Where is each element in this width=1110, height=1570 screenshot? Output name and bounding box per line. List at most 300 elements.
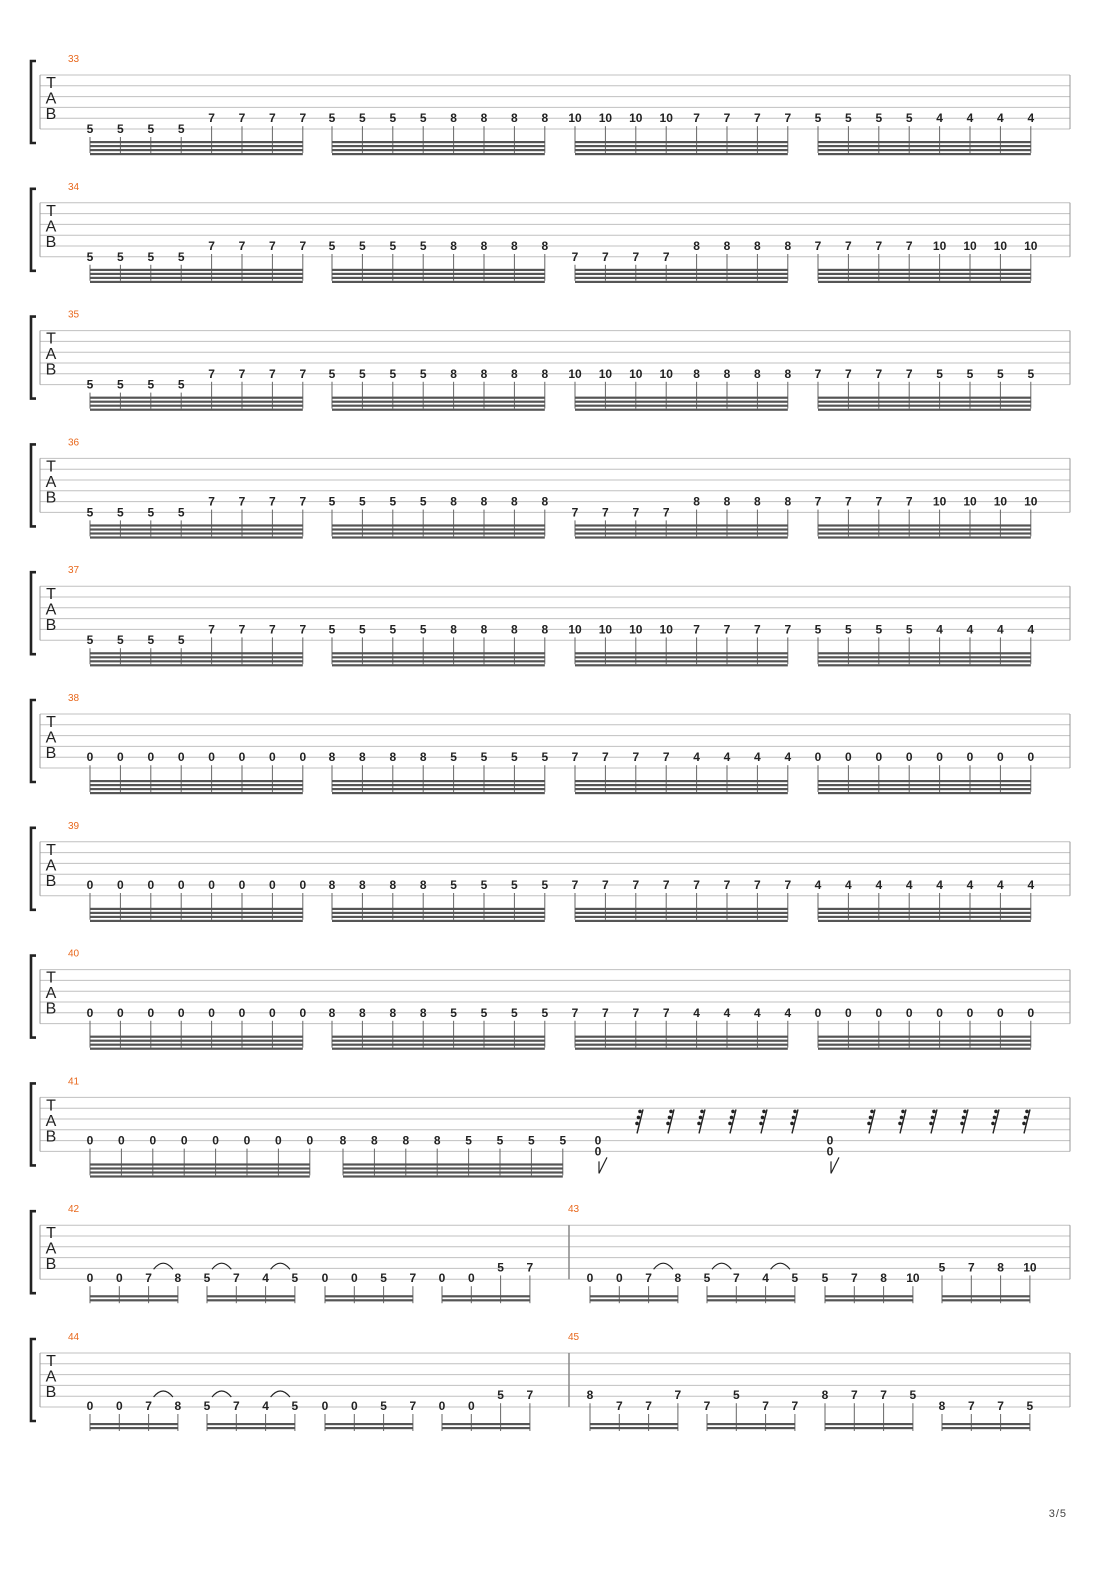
beam [818, 397, 1031, 399]
fret-number: 7 [632, 878, 640, 892]
beam [90, 397, 303, 399]
fret-number: 5 [541, 1005, 549, 1020]
fret-number: 7 [602, 878, 609, 892]
fret-number: 4 [997, 878, 1004, 892]
fret-number: 7 [409, 1271, 417, 1286]
beam [442, 1427, 530, 1429]
beam [818, 145, 1031, 147]
fret-number: 7 [645, 1399, 652, 1413]
fret-number: 0 [997, 1005, 1004, 1020]
beam [575, 141, 788, 143]
beam [818, 660, 1031, 662]
fret-number: 7 [880, 1388, 887, 1403]
system-bracket [31, 189, 36, 271]
rest-dot [962, 1116, 966, 1120]
fret-number: 5 [328, 366, 336, 381]
fret-number: 5 [328, 622, 336, 637]
rest-dot [793, 1110, 797, 1114]
beam [332, 145, 545, 147]
fret-number: 0 [875, 1005, 883, 1020]
fret-number: 7 [997, 1399, 1004, 1413]
beam [590, 1427, 678, 1429]
fret-number: 0 [1027, 750, 1035, 765]
beam [575, 145, 788, 147]
fret-number: 8 [419, 878, 427, 892]
fret-number: 5 [905, 111, 913, 126]
beam [942, 1295, 1030, 1297]
rest-dot [932, 1110, 936, 1114]
beam [332, 409, 545, 411]
fret-number: 10 [932, 239, 947, 253]
beam [442, 1423, 530, 1425]
beam [325, 1295, 413, 1297]
system-bracket [31, 700, 36, 782]
fret-number: 5 [511, 1005, 518, 1020]
beam [825, 1299, 913, 1301]
fret-number: 0 [966, 1005, 974, 1020]
beam [332, 141, 545, 143]
beam [332, 524, 545, 526]
beam [332, 1036, 545, 1038]
beam [818, 788, 1031, 790]
beam [818, 524, 1031, 526]
beam [207, 1295, 295, 1297]
fret-number: 10 [993, 494, 1008, 509]
beam [90, 153, 303, 155]
fret-number: 7 [845, 494, 852, 509]
fret-number: 7 [602, 750, 609, 765]
beam [90, 277, 303, 279]
beam [575, 912, 788, 914]
fret-number: 5 [86, 377, 94, 392]
beam [90, 1167, 310, 1169]
tab-clef-letter: A [45, 346, 57, 364]
beam [818, 528, 1031, 530]
fret-number: 10 [1024, 494, 1038, 509]
fret-number: 0 [321, 1399, 329, 1413]
fret-number: 5 [86, 249, 94, 264]
fret-number: 8 [821, 1388, 829, 1403]
fret-number: 5 [541, 878, 549, 892]
rest-dot [792, 1116, 796, 1120]
fret-number: 5 [419, 366, 427, 381]
rest-dot [790, 1122, 794, 1126]
beam [90, 1295, 178, 1297]
rest-dot [993, 1116, 997, 1120]
beam [575, 524, 788, 526]
beam [332, 281, 545, 283]
fret-number: 8 [450, 239, 457, 253]
fret-number: 5 [359, 494, 366, 509]
half-note-flag [599, 1157, 607, 1173]
fret-number: 7 [615, 1399, 623, 1413]
fret-number: 8 [511, 366, 518, 381]
fret-number: 8 [389, 878, 397, 892]
measure-number: 33 [68, 54, 80, 65]
fret-number: 7 [693, 878, 700, 892]
fret-number: 7 [299, 239, 307, 253]
fret-number: 7 [238, 366, 246, 381]
fret-number: 0 [86, 1133, 94, 1148]
fret-number: 4 [936, 111, 943, 126]
fret-number: 0 [238, 878, 246, 892]
tab-system [31, 693, 1070, 794]
fret-number: 5 [203, 1271, 211, 1286]
tab-clef-letter: T [46, 330, 56, 348]
rest-dot [699, 1116, 703, 1120]
beam [707, 1295, 795, 1297]
beam [90, 792, 303, 794]
beam [590, 1299, 678, 1301]
tab-clef-letter: A [45, 729, 57, 747]
fret-number: 0 [86, 1399, 94, 1413]
fret-number: 5 [814, 111, 822, 126]
rest-dot [960, 1122, 964, 1126]
fret-number: 8 [450, 622, 457, 637]
fret-number: 7 [269, 494, 276, 509]
tab-system [31, 1076, 1070, 1177]
measure-number: 35 [68, 309, 80, 321]
fret-number: 7 [850, 1271, 858, 1286]
fret-number: 8 [541, 111, 549, 126]
beam [818, 908, 1031, 910]
beam [442, 1295, 530, 1297]
fret-number: 7 [662, 505, 670, 520]
fret-number: 0 [826, 1144, 834, 1159]
fret-number: 8 [480, 239, 488, 253]
tab-clef-letter: B [45, 872, 57, 890]
tab-clef-letter: B [45, 1128, 57, 1146]
fret-number: 7 [875, 366, 883, 381]
fret-number: 5 [511, 878, 518, 892]
beam [90, 664, 303, 666]
fret-number: 0 [180, 1133, 188, 1148]
fret-number: 0 [147, 1005, 155, 1020]
rest-dot [901, 1110, 905, 1114]
fret-number: 10 [629, 111, 643, 126]
fret-number: 8 [723, 239, 731, 253]
fret-number: 7 [571, 505, 579, 520]
beam [90, 784, 303, 786]
fret-number: 5 [177, 633, 185, 648]
fret-number: 0 [350, 1399, 358, 1413]
fret-number: 8 [389, 1005, 397, 1020]
beam [332, 664, 545, 666]
fret-number: 10 [629, 622, 643, 637]
fret-number: 4 [905, 878, 913, 892]
beam [332, 920, 545, 922]
tab-clef-letter: B [45, 1384, 57, 1401]
fret-number: 5 [480, 750, 488, 765]
tab-clef-letter: A [45, 90, 57, 108]
fret-number: 5 [419, 622, 427, 637]
fret-number: 7 [602, 505, 609, 520]
fret-number: 7 [526, 1388, 534, 1403]
fret-number: 5 [147, 249, 155, 264]
beam [575, 1040, 788, 1042]
fret-number: 4 [936, 622, 943, 637]
rest-dot [869, 1116, 873, 1120]
tab-system [31, 949, 1070, 1050]
tab-clef-letter: A [45, 218, 57, 236]
fret-number: 5 [117, 633, 124, 648]
tab-system [31, 1204, 1070, 1303]
fret-number: 8 [450, 366, 457, 381]
fret-number: 0 [177, 750, 185, 765]
fret-number: 5 [359, 111, 366, 126]
fret-number: 5 [389, 111, 397, 126]
fret-number: 7 [208, 111, 215, 126]
fret-number: 7 [762, 1399, 769, 1413]
beam [332, 153, 545, 155]
beam [90, 660, 303, 662]
fret-number: 5 [875, 111, 883, 126]
measure-number: 37 [68, 565, 80, 577]
fret-number: 7 [703, 1399, 711, 1413]
fret-number: 8 [586, 1388, 594, 1403]
rest-dot [991, 1122, 995, 1126]
fret-number: 0 [212, 1133, 219, 1148]
rest-dot [762, 1110, 766, 1114]
fret-number: 0 [147, 878, 155, 892]
fret-number: 7 [754, 622, 761, 637]
fret-number: 7 [905, 494, 913, 509]
beam [332, 532, 545, 534]
beam [575, 792, 788, 794]
fret-number: 5 [328, 494, 336, 509]
beam [818, 269, 1031, 271]
fret-number: 7 [145, 1399, 152, 1413]
fret-number: 7 [754, 111, 761, 126]
fret-number: 0 [299, 878, 307, 892]
fret-number: 0 [905, 750, 913, 765]
beam [818, 141, 1031, 143]
beam [575, 920, 788, 922]
fret-number: 7 [723, 878, 731, 892]
tab-clef-letter: B [45, 1256, 57, 1274]
fret-number: 7 [232, 1399, 240, 1413]
beam [90, 145, 303, 147]
fret-number: 0 [1027, 1005, 1035, 1020]
fret-number: 4 [754, 1005, 761, 1020]
fret-number: 10 [568, 622, 582, 637]
fret-number: 5 [450, 750, 457, 765]
rest-dot [900, 1116, 904, 1120]
rest-dot [730, 1116, 734, 1120]
fret-number: 7 [967, 1399, 975, 1413]
beam [90, 1163, 310, 1165]
measure-number: 38 [68, 693, 80, 704]
beam [818, 277, 1031, 279]
fret-number: 0 [936, 1005, 943, 1020]
beam [90, 1423, 178, 1425]
fret-number: 0 [594, 1144, 602, 1159]
fret-number: 7 [238, 111, 246, 126]
measure-number: 39 [68, 820, 80, 832]
beam [575, 528, 788, 530]
beam [707, 1299, 795, 1301]
beam [90, 1427, 178, 1429]
fret-number: 0 [467, 1271, 475, 1286]
system-bracket [31, 1083, 36, 1165]
fret-number: 10 [568, 366, 582, 381]
fret-number: 8 [880, 1271, 887, 1286]
fret-number: 5 [905, 622, 913, 637]
fret-number: 7 [662, 750, 670, 765]
beam [575, 397, 788, 399]
fret-number: 8 [511, 622, 518, 637]
system-bracket [31, 317, 36, 399]
rest-dot [700, 1110, 704, 1114]
fret-number: 5 [909, 1388, 917, 1403]
beam [90, 908, 303, 910]
fret-number: 4 [754, 750, 761, 765]
beam [332, 656, 545, 658]
fret-number: 7 [299, 366, 307, 381]
fret-number: 0 [467, 1399, 475, 1413]
beam [90, 1040, 303, 1042]
fret-number: 7 [784, 111, 792, 126]
beam [90, 409, 303, 411]
beam [575, 788, 788, 790]
fret-number: 0 [149, 1133, 157, 1148]
fret-number: 7 [409, 1399, 417, 1413]
fret-number: 5 [480, 1005, 488, 1020]
fret-number: 8 [997, 1260, 1004, 1275]
fret-number: 7 [845, 366, 852, 381]
fret-number: 10 [963, 494, 977, 509]
beam [575, 1048, 788, 1050]
beam [332, 1040, 545, 1042]
measure-number: 42 [68, 1204, 80, 1216]
fret-number: 8 [402, 1133, 410, 1148]
rest-dot [867, 1122, 871, 1126]
beam [332, 788, 545, 790]
beam [707, 1427, 795, 1429]
beam [818, 532, 1031, 534]
beam [575, 664, 788, 666]
page-number: 3/5 [1048, 1508, 1067, 1520]
fret-number: 5 [203, 1399, 211, 1413]
fret-number: 0 [238, 750, 246, 765]
fret-number: 7 [967, 1260, 975, 1275]
beam [818, 153, 1031, 155]
fret-number: 5 [528, 1133, 535, 1148]
fret-number: 4 [1027, 622, 1035, 637]
beam [90, 1044, 303, 1046]
tab-clef-letter: A [45, 473, 57, 491]
tab-clef-letter: B [45, 745, 57, 762]
beam [575, 908, 788, 910]
fret-number: 8 [480, 622, 488, 637]
fret-number: 8 [433, 1133, 441, 1148]
beam [90, 920, 303, 922]
beam [90, 269, 303, 271]
rest-dot [994, 1110, 998, 1114]
fret-number: 4 [966, 878, 974, 892]
fret-number: 7 [269, 622, 276, 637]
fret-number: 8 [754, 366, 761, 381]
fret-number: 0 [147, 750, 155, 765]
fret-number: 7 [238, 239, 246, 253]
fret-number: 4 [262, 1399, 269, 1413]
fret-number: 8 [389, 750, 397, 765]
beam [942, 1427, 1030, 1429]
fret-number: 0 [208, 750, 215, 765]
fret-number: 8 [541, 494, 549, 509]
fret-number: 5 [1026, 1399, 1034, 1413]
beam [332, 405, 545, 407]
fret-number: 0 [997, 750, 1004, 765]
rest-dot [931, 1116, 935, 1120]
system-bracket [31, 1339, 36, 1421]
fret-number: 5 [389, 366, 397, 381]
fret-number: 0 [86, 1271, 94, 1286]
beam [818, 780, 1031, 782]
fret-number: 8 [419, 1005, 427, 1020]
beam [818, 784, 1031, 786]
beam [818, 792, 1031, 794]
beam [332, 780, 545, 782]
fret-number: 0 [177, 1005, 185, 1020]
fret-number: 4 [693, 750, 700, 765]
beam [818, 536, 1031, 538]
beam [825, 1295, 913, 1297]
beam [818, 1048, 1031, 1050]
fret-number: 5 [845, 111, 852, 126]
fret-number: 8 [450, 494, 457, 509]
beam [818, 409, 1031, 411]
beam [332, 536, 545, 538]
tab-system [31, 821, 1070, 922]
fret-number: 7 [814, 494, 822, 509]
fret-number: 10 [963, 239, 977, 253]
fret-number: 5 [117, 122, 124, 136]
fret-number: 5 [821, 1271, 829, 1286]
fret-number: 7 [269, 366, 276, 381]
beam [90, 1036, 303, 1038]
fret-number: 5 [541, 750, 549, 765]
fret-number: 5 [359, 622, 366, 637]
fret-number: 8 [174, 1399, 182, 1413]
beam [207, 1299, 295, 1301]
fret-number: 8 [359, 1005, 366, 1020]
tab-clef-letter: B [45, 233, 57, 251]
tab-system [31, 182, 1070, 283]
fret-number: 7 [238, 622, 246, 637]
fret-number: 5 [791, 1271, 799, 1286]
beam [575, 153, 788, 155]
beam [575, 409, 788, 411]
beam [818, 656, 1031, 658]
fret-number: 8 [359, 750, 366, 765]
tab-clef-letter: T [46, 714, 56, 731]
fret-number: 5 [147, 633, 155, 648]
beam [325, 1423, 413, 1425]
fret-number: 5 [465, 1133, 472, 1148]
fret-number: 0 [269, 878, 276, 892]
tab-clef-letter: T [46, 1225, 56, 1243]
beam [575, 401, 788, 403]
fret-number: 8 [480, 494, 488, 509]
beam [90, 524, 303, 526]
fret-number: 10 [598, 622, 613, 637]
system-bracket [31, 444, 36, 526]
beam [575, 269, 788, 271]
fret-number: 5 [380, 1399, 387, 1413]
fret-number: 7 [269, 111, 276, 126]
measure-number: 45 [568, 1332, 580, 1343]
